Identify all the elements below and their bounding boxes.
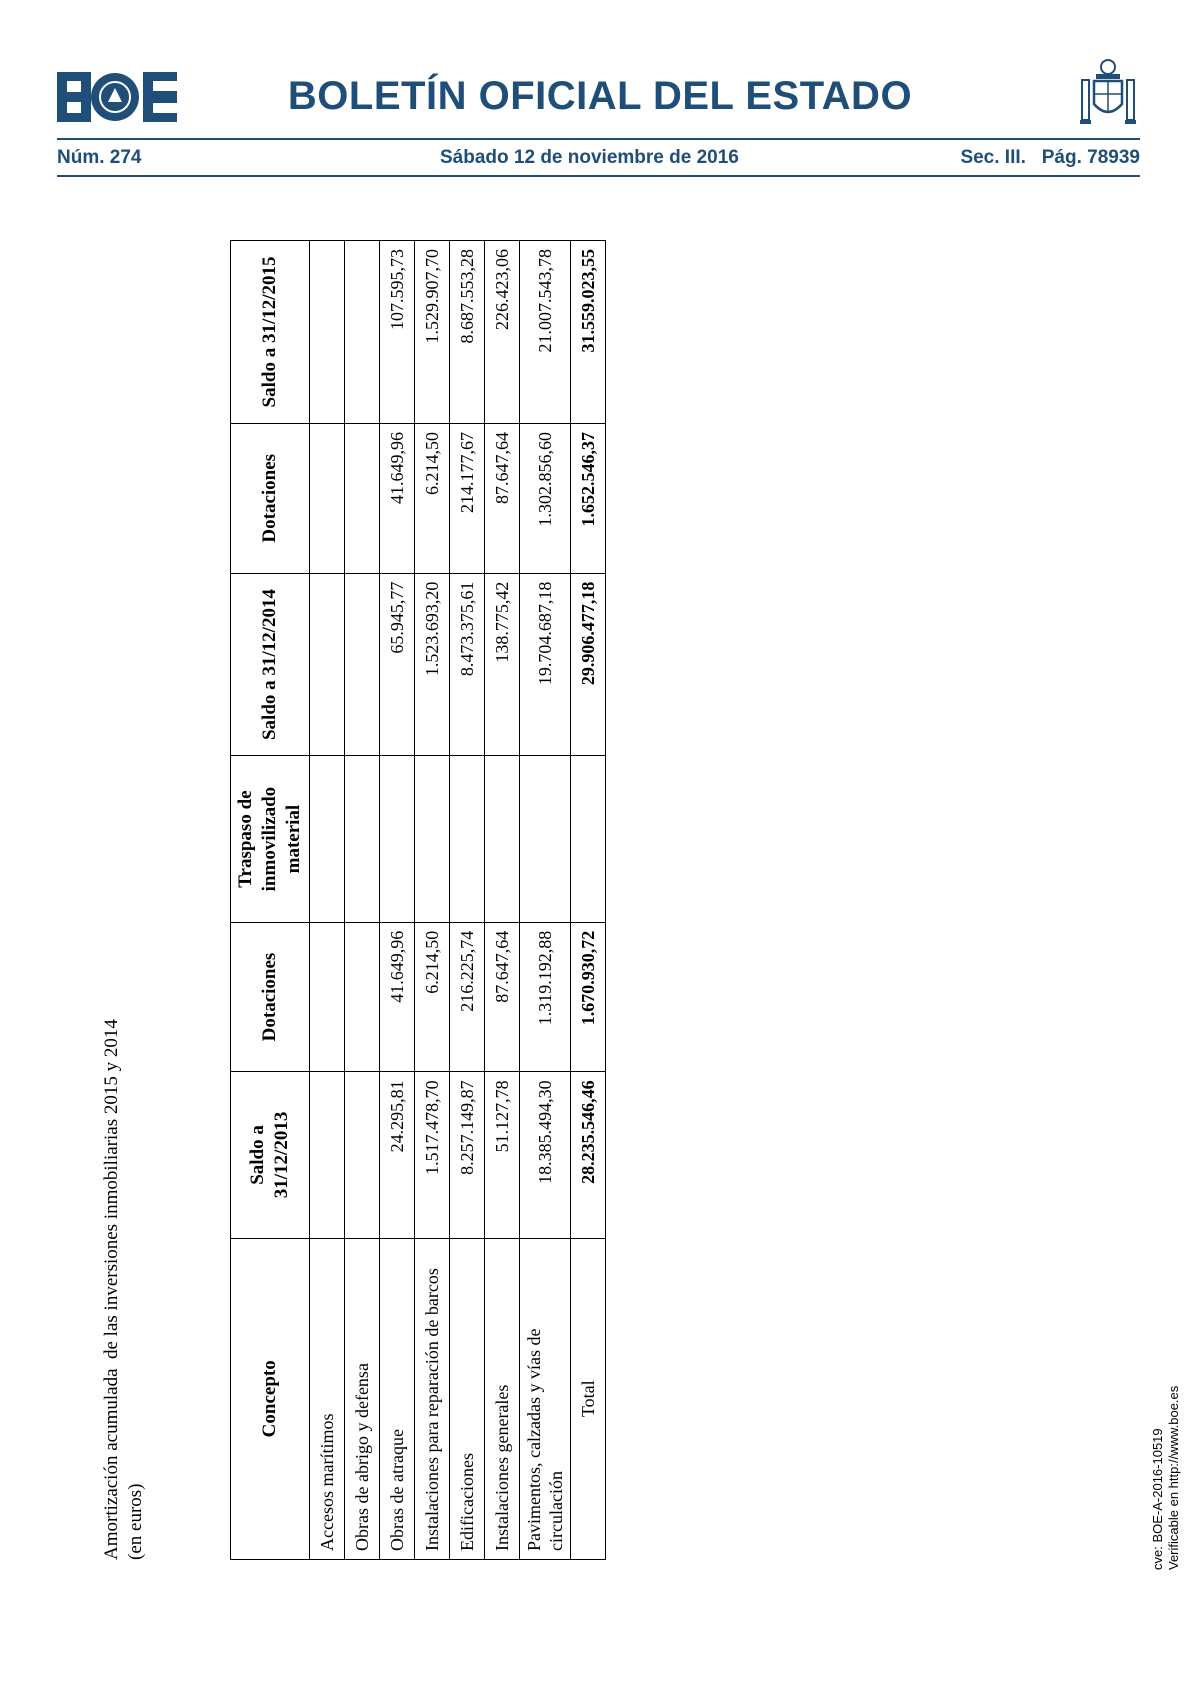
cell-value: 138.775,42 xyxy=(485,573,520,756)
table-row xyxy=(310,241,345,1560)
cell-concept: Instalaciones para reparación de barcos xyxy=(415,1238,450,1559)
coat-of-arms-icon xyxy=(1078,58,1138,128)
cell-value: 1.670.930,72 xyxy=(571,922,606,1072)
cell-value: 1.319.192,88 xyxy=(520,922,571,1072)
table-row xyxy=(380,241,415,1560)
cell-value xyxy=(485,756,520,922)
cell-value: 8.687.553,28 xyxy=(450,241,485,424)
cell-value: 19.704.687,18 xyxy=(520,573,571,756)
column-header: Concepto xyxy=(231,1238,310,1559)
cell-value xyxy=(310,573,345,756)
column-header: Saldo a 31/12/2013 xyxy=(231,1072,310,1238)
verify-url[interactable]: Verificable en http://www.boe.es xyxy=(1166,1385,1181,1570)
gazette-title: BOLETÍN OFICIAL DEL ESTADO xyxy=(287,74,913,118)
cell-concept: Total xyxy=(571,1238,606,1559)
cell-value: 28.235.546,46 xyxy=(571,1072,606,1238)
amortization-table xyxy=(230,240,606,1560)
cell-value: 6.214,50 xyxy=(415,423,450,573)
rotated-content xyxy=(100,240,720,1560)
table-total-row xyxy=(571,241,606,1560)
cell-value: 1.652.546,37 xyxy=(571,423,606,573)
cell-value: 21.007.543,78 xyxy=(520,241,571,424)
issue-number: Núm. 274 xyxy=(57,147,142,168)
cell-value xyxy=(345,573,380,756)
cell-value: 1.523.693,20 xyxy=(415,573,450,756)
table-row xyxy=(450,241,485,1560)
cell-value xyxy=(345,423,380,573)
cell-value xyxy=(345,241,380,424)
cell-value: 107.595,73 xyxy=(380,241,415,424)
table-caption xyxy=(100,1019,148,1560)
cell-value: 216.225,74 xyxy=(450,922,485,1072)
column-header: Saldo a 31/12/2015 xyxy=(231,241,310,424)
cell-value xyxy=(345,1072,380,1238)
cell-value: 1.302.856,60 xyxy=(520,423,571,573)
cell-value xyxy=(380,756,415,922)
header-rule-bottom xyxy=(57,175,1140,177)
cell-value xyxy=(310,1072,345,1238)
cell-value xyxy=(310,756,345,922)
cell-value xyxy=(520,756,571,922)
cell-concept: Accesos marítimos xyxy=(310,1238,345,1559)
cell-value: 8.473.375,61 xyxy=(450,573,485,756)
table-row xyxy=(520,241,571,1560)
column-header: Saldo a 31/12/2014 xyxy=(231,573,310,756)
cell-value: 214.177,67 xyxy=(450,423,485,573)
cell-value: 226.423,06 xyxy=(485,241,520,424)
cell-value: 1.529.907,70 xyxy=(415,241,450,424)
cell-concept: Instalaciones generales xyxy=(485,1238,520,1559)
cell-value xyxy=(415,756,450,922)
table-header-row xyxy=(231,241,310,1560)
cell-value: 31.559.023,55 xyxy=(571,241,606,424)
cell-value: 1.517.478,70 xyxy=(415,1072,450,1238)
cell-value: 24.295,81 xyxy=(380,1072,415,1238)
table-row xyxy=(415,241,450,1560)
caption-units: (en euros) xyxy=(125,1483,146,1560)
issue-date: Sábado 12 de noviembre de 2016 xyxy=(440,147,739,168)
cell-value: 18.385.494,30 xyxy=(520,1072,571,1238)
cell-concept: Edificaciones xyxy=(450,1238,485,1559)
header-rule-top xyxy=(57,138,1140,140)
cell-value xyxy=(310,922,345,1072)
cell-value: 41.649,96 xyxy=(380,423,415,573)
cell-concept: Pavimentos, calzadas y vías de circulación xyxy=(520,1238,571,1559)
column-header: Dotaciones xyxy=(231,922,310,1072)
cell-value xyxy=(571,756,606,922)
verification-note xyxy=(1150,1386,1182,1570)
boe-logo xyxy=(57,72,177,122)
table-row xyxy=(345,241,380,1560)
cell-value: 8.257.149,87 xyxy=(450,1072,485,1238)
cell-value xyxy=(450,756,485,922)
cell-concept: Obras de atraque xyxy=(380,1238,415,1559)
column-header: Traspaso de inmovilizado material xyxy=(231,756,310,922)
caption-title: Amortización acumulada de las inversiones inmobiliarias 2015 y 2014 xyxy=(101,1019,122,1560)
table-row xyxy=(485,241,520,1560)
cell-value: 41.649,96 xyxy=(380,922,415,1072)
section-page: Sec. III. Pág. 78939 xyxy=(960,147,1140,168)
cell-value: 6.214,50 xyxy=(415,922,450,1072)
cve-code: cve: BOE-A-2016-10519 xyxy=(1150,1428,1165,1570)
cell-value: 87.647,64 xyxy=(485,922,520,1072)
cell-value xyxy=(310,241,345,424)
cell-value xyxy=(310,423,345,573)
cell-value: 87.647,64 xyxy=(485,423,520,573)
cell-value xyxy=(345,922,380,1072)
cell-value: 65.945,77 xyxy=(380,573,415,756)
cell-value: 51.127,78 xyxy=(485,1072,520,1238)
column-header: Dotaciones xyxy=(231,423,310,573)
cell-value: 29.906.477,18 xyxy=(571,573,606,756)
cell-concept: Obras de abrigo y defensa xyxy=(345,1238,380,1559)
cell-value xyxy=(345,756,380,922)
